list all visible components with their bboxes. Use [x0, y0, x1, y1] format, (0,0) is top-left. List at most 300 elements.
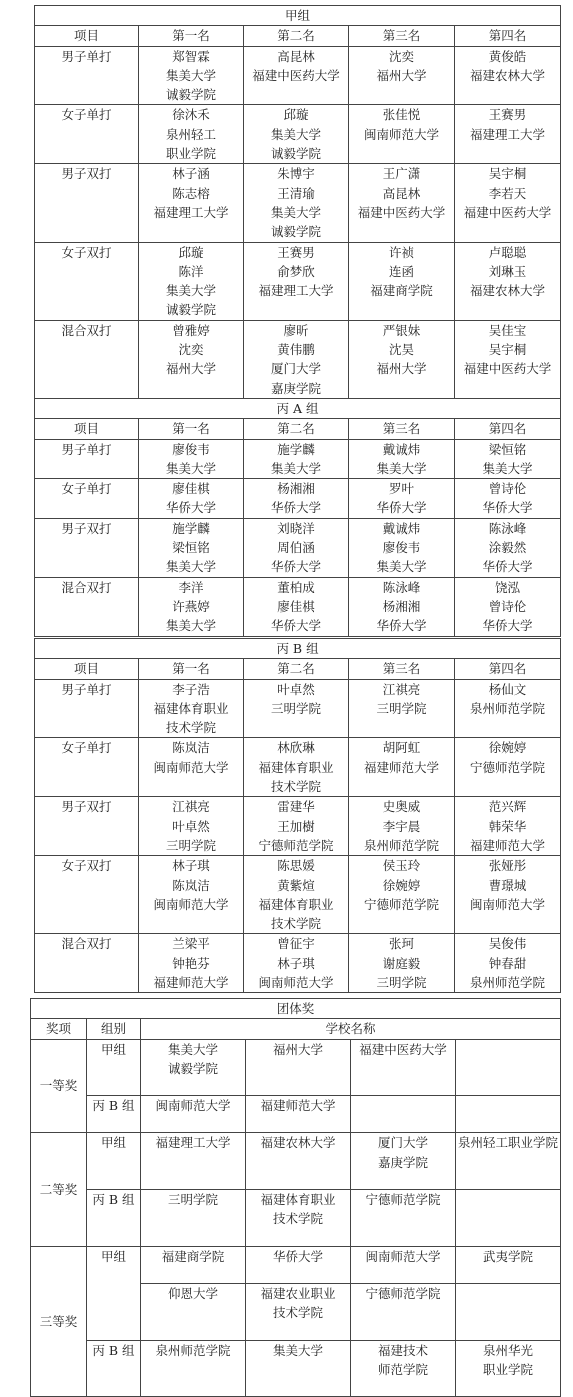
- cell-text: 陈思媛: [277, 858, 315, 874]
- cell-text: 泉州师范学院: [363, 837, 439, 853]
- event-name: 混合双打: [35, 320, 139, 398]
- cell-text: 福建中医药大学: [359, 1041, 447, 1057]
- place-2-cell: [244, 242, 349, 320]
- place-4-cell: [455, 320, 561, 398]
- cell-text: 雷建华: [277, 799, 315, 815]
- place-1-cell: [139, 856, 244, 934]
- cell-text: 集美大学: [376, 559, 427, 575]
- group-title-row: [35, 399, 561, 419]
- cell-text: 曾诗伦: [488, 481, 527, 497]
- group-title: 丙 A 组: [35, 399, 561, 419]
- school-cell: [456, 1133, 561, 1190]
- cell-text: 福建中医药大学: [463, 361, 552, 377]
- table-row: [35, 164, 561, 242]
- cell-text: 刘晓洋: [277, 520, 315, 536]
- cell-text: 仰恩大学: [167, 1285, 218, 1301]
- place-4-cell: [455, 479, 561, 519]
- cell-text: 严银妹: [382, 322, 421, 338]
- cell-text: 邱璇: [178, 244, 204, 260]
- cell-text: 技术学院: [272, 1305, 323, 1321]
- group-header: 组别: [87, 1019, 141, 1039]
- place-3-cell: [349, 439, 455, 479]
- cell-text: 集美大学: [165, 460, 216, 476]
- school-cell: [351, 1340, 456, 1397]
- place-1-cell: [139, 439, 244, 479]
- school-cell: [456, 1096, 561, 1133]
- place-3-cell: [349, 320, 455, 398]
- cell-text: 李洋: [178, 579, 204, 595]
- cell-text: 泉州师范学院: [470, 975, 546, 991]
- cell-text: 职业学院: [165, 146, 216, 162]
- group-c-a-results-table: [34, 398, 561, 637]
- cell-text: 林子琪: [172, 858, 210, 874]
- cell-text: 集美大学: [165, 559, 216, 575]
- place-3-cell: [349, 242, 455, 320]
- table-row: [35, 577, 561, 636]
- team-title: 团体奖: [31, 999, 561, 1019]
- award-level: 三等奖: [31, 1246, 87, 1396]
- cell-text: 福建商学院: [161, 1248, 225, 1264]
- cell-text: 福建师范大学: [363, 759, 439, 775]
- award-header: 奖项: [31, 1019, 87, 1039]
- cell-text: 集美大学: [270, 204, 321, 220]
- header-row: [35, 26, 561, 46]
- cell-text: 技术学院: [272, 1211, 323, 1227]
- place-4-cell: [455, 105, 561, 164]
- place-1-cell: [139, 46, 244, 105]
- cell-text: 三明学院: [376, 700, 427, 716]
- award-group: 甲组: [87, 1133, 141, 1190]
- table-row: [35, 797, 561, 856]
- place-4-cell: [455, 46, 561, 105]
- table-row: [35, 479, 561, 519]
- place-1-cell: [139, 577, 244, 636]
- cell-text: 饶泓: [495, 579, 521, 595]
- cell-text: 福建农业职业: [260, 1285, 336, 1301]
- school-cell: [456, 1190, 561, 1247]
- cell-text: 周伯涵: [277, 540, 315, 556]
- cell-text: 集美大学: [270, 126, 321, 142]
- table-row: [35, 320, 561, 398]
- cell-text: 高昆林: [277, 48, 315, 64]
- cell-text: 福建理工大学: [470, 126, 546, 142]
- school-cell: [141, 1340, 246, 1397]
- cell-text: 钟艳芬: [172, 955, 210, 971]
- cell-text: 林子琪: [277, 955, 315, 971]
- cell-text: 许祯: [388, 244, 414, 260]
- cell-text: 吴俊伟: [488, 936, 527, 952]
- cell-text: 韩荣华: [488, 818, 527, 834]
- header-row: [35, 659, 561, 679]
- table-row: [35, 856, 561, 934]
- table-row: [31, 1340, 561, 1397]
- cell-text: 陈岚洁: [172, 877, 210, 893]
- cell-text: 施学麟: [277, 441, 315, 457]
- place-1-cell: [139, 105, 244, 164]
- cell-text: 华侨大学: [270, 559, 321, 575]
- cell-text: 沈奕: [388, 48, 414, 64]
- cell-text: 叶卓然: [172, 818, 210, 834]
- column-header: 第一名: [139, 26, 244, 46]
- column-header: 第三名: [349, 419, 455, 439]
- event-name: 男子单打: [35, 439, 139, 479]
- cell-text: 王赛男: [277, 244, 315, 260]
- cell-text: 三明学院: [270, 700, 321, 716]
- cell-text: 叶卓然: [277, 681, 315, 697]
- school-cell: [456, 1340, 561, 1397]
- cell-text: 刘琳玉: [488, 263, 527, 279]
- cell-text: 陈泳峰: [488, 520, 527, 536]
- cell-text: 曾雅婷: [172, 322, 210, 338]
- cell-text: 宁德师范学院: [365, 1192, 441, 1208]
- cell-text: 卢聪聪: [488, 244, 527, 260]
- cell-text: 集美大学: [165, 618, 216, 634]
- cell-text: 福建体育职业: [258, 896, 334, 912]
- event-name: 男子双打: [35, 797, 139, 856]
- place-1-cell: [139, 679, 244, 738]
- place-3-cell: [349, 518, 455, 577]
- school-cell: [351, 1246, 456, 1283]
- cell-text: 兰梁平: [172, 936, 210, 952]
- cell-text: 厦门大学: [377, 1135, 428, 1151]
- cell-text: 武夷学院: [483, 1248, 534, 1264]
- place-3-cell: [349, 164, 455, 242]
- header-row: [31, 1019, 561, 1039]
- cell-text: 福建理工大学: [155, 1135, 231, 1151]
- cell-text: 江祺亮: [382, 681, 421, 697]
- column-header: 项目: [35, 26, 139, 46]
- cell-text: 泉州轻工职业学院: [458, 1135, 559, 1151]
- column-header: 项目: [35, 419, 139, 439]
- cell-text: 集美大学: [270, 460, 321, 476]
- cell-text: 福建中医药大学: [252, 67, 340, 83]
- table-row: [31, 1246, 561, 1283]
- cell-text: 华侨大学: [270, 618, 321, 634]
- cell-text: 江祺亮: [172, 799, 210, 815]
- place-4-cell: [455, 797, 561, 856]
- school-cell: [351, 1190, 456, 1247]
- cell-text: 福州大学: [272, 1041, 323, 1057]
- column-header: 项目: [35, 659, 139, 679]
- column-header: 第四名: [455, 659, 561, 679]
- cell-text: 高昆林: [382, 185, 421, 201]
- cell-text: 徐婉婷: [488, 740, 527, 756]
- award-group: 丙 B 组: [87, 1190, 141, 1247]
- place-1-cell: [139, 738, 244, 797]
- group-title-row: [35, 6, 561, 26]
- column-header: 第二名: [244, 26, 349, 46]
- cell-text: 杨湘湘: [382, 598, 421, 614]
- cell-text: 施学麟: [172, 520, 210, 536]
- school-cell: [351, 1133, 456, 1190]
- cell-text: 华侨大学: [270, 500, 321, 516]
- cell-text: 福州大学: [165, 361, 216, 377]
- school-cell: [246, 1246, 351, 1283]
- place-4-cell: [455, 242, 561, 320]
- cell-text: 师范学院: [377, 1361, 428, 1377]
- place-2-cell: [244, 679, 349, 738]
- column-header: 第三名: [349, 26, 455, 46]
- cell-text: 李子浩: [172, 681, 210, 697]
- place-1-cell: [139, 320, 244, 398]
- place-4-cell: [455, 518, 561, 577]
- award-group: 丙 B 组: [87, 1340, 141, 1397]
- event-name: 女子单打: [35, 105, 139, 164]
- event-name: 混合双打: [35, 934, 139, 993]
- cell-text: 连函: [388, 263, 414, 279]
- cell-text: 朱博宇: [277, 166, 315, 182]
- table-row: [35, 518, 561, 577]
- cell-text: 技术学院: [270, 779, 321, 795]
- cell-text: 福建技术: [377, 1342, 428, 1358]
- cell-text: 福建理工大学: [153, 204, 229, 220]
- table-row: [35, 738, 561, 797]
- cell-text: 黄俊皓: [488, 48, 527, 64]
- cell-text: 黄紫煊: [277, 877, 315, 893]
- cell-text: 徐婉婷: [382, 877, 421, 893]
- cell-text: 福建师范大学: [470, 837, 546, 853]
- cell-text: 福建农林大学: [260, 1135, 336, 1151]
- cell-text: 闽南师范大学: [363, 126, 439, 142]
- cell-text: 福建农林大学: [470, 283, 546, 299]
- cell-text: 李若天: [488, 185, 527, 201]
- place-1-cell: [139, 518, 244, 577]
- cell-text: 俞梦欣: [277, 263, 315, 279]
- cell-text: 闽南师范大学: [155, 1098, 231, 1114]
- cell-text: 职业学院: [483, 1361, 534, 1377]
- column-header: 第二名: [244, 659, 349, 679]
- cell-text: 范兴辉: [488, 799, 527, 815]
- cell-text: 陈志榕: [172, 185, 210, 201]
- place-2-cell: [244, 577, 349, 636]
- cell-text: 三明学院: [376, 975, 427, 991]
- table-row: [35, 439, 561, 479]
- cell-text: 福建中医药大学: [463, 204, 552, 220]
- cell-text: 泉州师范学院: [155, 1342, 231, 1358]
- place-1-cell: [139, 242, 244, 320]
- cell-text: 沈昊: [388, 342, 414, 358]
- place-4-cell: [455, 679, 561, 738]
- place-4-cell: [455, 439, 561, 479]
- team-awards-table: [30, 998, 561, 1397]
- cell-text: 吴宇桐: [488, 342, 527, 358]
- place-1-cell: [139, 479, 244, 519]
- cell-text: 涂毅然: [488, 540, 527, 556]
- cell-text: 吴佳宝: [488, 322, 527, 338]
- cell-text: 闽南师范大学: [153, 759, 229, 775]
- cell-text: 王加樹: [277, 818, 315, 834]
- award-level: 一等奖: [31, 1039, 87, 1133]
- place-3-cell: [349, 856, 455, 934]
- cell-text: 杨仙文: [488, 681, 527, 697]
- school-cell: [141, 1096, 246, 1133]
- cell-text: 福建农林大学: [470, 67, 546, 83]
- cell-text: 黄伟鹏: [277, 342, 315, 358]
- cell-text: 福建体育职业: [260, 1192, 336, 1208]
- cell-text: 林子涵: [172, 166, 210, 182]
- cell-text: 集美大学: [165, 67, 216, 83]
- place-3-cell: [349, 738, 455, 797]
- cell-text: 宁德师范学院: [258, 837, 334, 853]
- school-cell: [351, 1096, 456, 1133]
- cell-text: 福州大学: [376, 67, 427, 83]
- place-3-cell: [349, 797, 455, 856]
- group-title: 丙 B 组: [35, 639, 561, 659]
- place-2-cell: [244, 518, 349, 577]
- cell-text: 董柏成: [277, 579, 315, 595]
- award-group: 甲组: [87, 1039, 141, 1096]
- header-row: [35, 419, 561, 439]
- school-cell: [246, 1340, 351, 1397]
- place-2-cell: [244, 105, 349, 164]
- cell-text: 沈奕: [178, 342, 204, 358]
- cell-text: 史奥威: [382, 799, 421, 815]
- cell-text: 福州大学: [376, 361, 427, 377]
- cell-text: 谢庭毅: [382, 955, 421, 971]
- cell-text: 陈洋: [178, 263, 204, 279]
- cell-text: 李宇晨: [382, 818, 421, 834]
- place-2-cell: [244, 934, 349, 993]
- column-header: 第一名: [139, 659, 244, 679]
- place-3-cell: [349, 479, 455, 519]
- cell-text: 王赛男: [488, 107, 527, 123]
- place-1-cell: [139, 797, 244, 856]
- cell-text: 陈岚洁: [172, 740, 210, 756]
- cell-text: 钟春甜: [488, 955, 527, 971]
- cell-text: 技术学院: [270, 916, 321, 932]
- school-cell: [456, 1039, 561, 1096]
- place-4-cell: [455, 738, 561, 797]
- cell-text: 泉州师范学院: [470, 700, 546, 716]
- cell-text: 廖佳棋: [172, 481, 210, 497]
- event-name: 女子单打: [35, 738, 139, 797]
- event-name: 男子双打: [35, 518, 139, 577]
- cell-text: 诚毅学院: [167, 1060, 218, 1076]
- school-cell: [351, 1039, 456, 1096]
- cell-text: 闽南师范大学: [153, 896, 229, 912]
- cell-text: 杨湘湘: [277, 481, 315, 497]
- cell-text: 福建师范大学: [260, 1098, 336, 1114]
- school-cell: [141, 1246, 246, 1283]
- cell-text: 郑智霖: [172, 48, 210, 64]
- cell-text: 王清瑜: [277, 185, 315, 201]
- event-name: 女子单打: [35, 479, 139, 519]
- cell-text: 集美大学: [376, 460, 427, 476]
- cell-text: 胡阿虹: [382, 740, 421, 756]
- table-row: [35, 105, 561, 164]
- cell-text: 福建商学院: [370, 283, 433, 299]
- event-name: 男子单打: [35, 46, 139, 105]
- place-2-cell: [244, 479, 349, 519]
- cell-text: 嘉庚学院: [270, 380, 321, 396]
- cell-text: 张珂: [388, 936, 414, 952]
- cell-text: 华侨大学: [482, 500, 533, 516]
- cell-text: 华侨大学: [482, 618, 533, 634]
- place-1-cell: [139, 934, 244, 993]
- place-4-cell: [455, 934, 561, 993]
- cell-text: 福建理工大学: [258, 283, 334, 299]
- event-name: 男子单打: [35, 679, 139, 738]
- cell-text: 宁德师范学院: [365, 1285, 441, 1301]
- cell-text: 闽南师范大学: [258, 975, 334, 991]
- cell-text: 戴诚炜: [382, 441, 421, 457]
- cell-text: 王广潇: [382, 166, 421, 182]
- place-2-cell: [244, 439, 349, 479]
- place-2-cell: [244, 320, 349, 398]
- cell-text: 侯玉玲: [382, 858, 421, 874]
- cell-text: 三明学院: [165, 837, 216, 853]
- cell-text: 华侨大学: [165, 500, 216, 516]
- cell-text: 诚毅学院: [165, 302, 216, 318]
- award-group: 甲组: [87, 1246, 141, 1340]
- table-row: [31, 1039, 561, 1096]
- school-cell: [141, 1039, 246, 1096]
- award-level: 二等奖: [31, 1133, 87, 1246]
- place-3-cell: [349, 46, 455, 105]
- cell-text: 闽南师范大学: [470, 896, 546, 912]
- cell-text: 林欣琳: [277, 740, 315, 756]
- table-row: [35, 679, 561, 738]
- place-3-cell: [349, 577, 455, 636]
- cell-text: 技术学院: [165, 720, 216, 736]
- cell-text: 闽南师范大学: [365, 1248, 441, 1264]
- cell-text: 宁德师范学院: [363, 896, 439, 912]
- table-row: [31, 1190, 561, 1247]
- cell-text: 华侨大学: [376, 618, 427, 634]
- cell-text: 罗叶: [388, 481, 414, 497]
- cell-text: 廖佳棋: [277, 598, 315, 614]
- place-4-cell: [455, 164, 561, 242]
- event-name: 混合双打: [35, 577, 139, 636]
- place-4-cell: [455, 856, 561, 934]
- cell-text: 廖俊韦: [382, 540, 421, 556]
- cell-text: 嘉庚学院: [377, 1154, 428, 1170]
- school-cell: [141, 1133, 246, 1190]
- cell-text: 曾征宇: [277, 936, 315, 952]
- cell-text: 集美大学: [272, 1342, 323, 1358]
- place-3-cell: [349, 934, 455, 993]
- cell-text: 福建师范大学: [153, 975, 229, 991]
- place-3-cell: [349, 105, 455, 164]
- cell-text: 廖昕: [283, 322, 309, 338]
- cell-text: 邱璇: [283, 107, 309, 123]
- school-cell: [246, 1190, 351, 1247]
- event-name: 女子双打: [35, 856, 139, 934]
- cell-text: 集美大学: [165, 283, 216, 299]
- table-row: [35, 242, 561, 320]
- place-2-cell: [244, 164, 349, 242]
- award-group: 丙 B 组: [87, 1096, 141, 1133]
- school-cell: [246, 1096, 351, 1133]
- cell-text: 华侨大学: [272, 1248, 323, 1264]
- cell-text: 张佳悦: [382, 107, 421, 123]
- school-cell: [246, 1133, 351, 1190]
- school-cell: [246, 1039, 351, 1096]
- cell-text: 宁德师范学院: [470, 759, 546, 775]
- cell-text: 徐沐禾: [172, 107, 210, 123]
- place-2-cell: [244, 856, 349, 934]
- place-3-cell: [349, 679, 455, 738]
- event-name: 男子双打: [35, 164, 139, 242]
- cell-text: 诚毅学院: [165, 87, 216, 103]
- place-2-cell: [244, 797, 349, 856]
- table-row: [31, 1133, 561, 1190]
- cell-text: 泉州轻工: [165, 126, 216, 142]
- group-title: 甲组: [35, 6, 561, 26]
- cell-text: 泉州华光: [483, 1342, 534, 1358]
- school-cell: [141, 1190, 246, 1247]
- cell-text: 吴宇桐: [488, 166, 527, 182]
